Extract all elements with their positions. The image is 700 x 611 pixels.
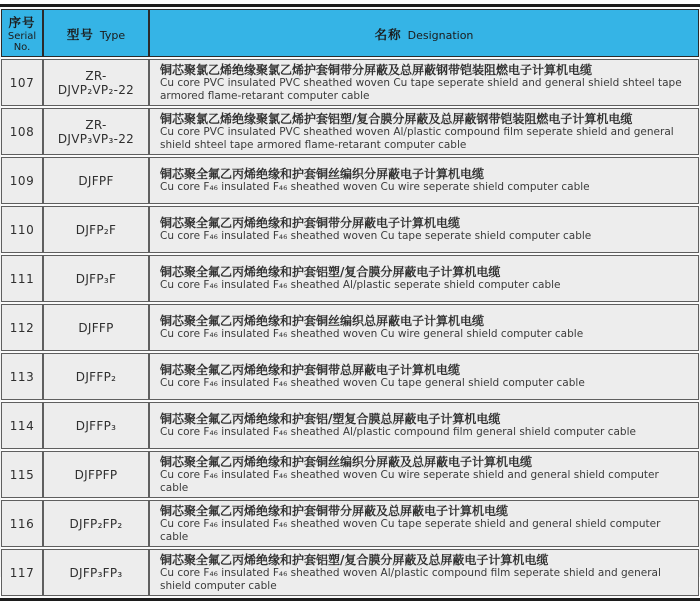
designation-en: Cu core F₄₆ insulated F₄₆ sheathed Al/plastic compound film general shield computer cable: [160, 426, 636, 439]
designation-en: Cu core PVC insulated PVC sheathed woven Al/plastic compound film seperate shield and general shield shteel tape armored flame-retarant computer cable: [160, 126, 674, 151]
col-header-type: [43, 9, 149, 57]
type-cell: DJFP₃FP₃: [43, 549, 149, 596]
designation-en: Cu core F₄₆ insulated F₄₆ sheathed woven Cu tape general shield computer cable: [160, 377, 585, 390]
designation-cell: [149, 549, 699, 596]
serial-header-en2: No.: [13, 42, 31, 53]
designation-en: Cu core PVC insulated PVC sheathed woven Cu tape seperate shield and general shield shteel tape armored flame-retarant computer cable: [160, 77, 682, 102]
designation-cell: [149, 402, 699, 449]
serial-cell: 109: [1, 157, 43, 204]
designation-en: Cu core F₄₆ insulated F₄₆ sheathed woven Cu wire seperate shield and general shield computer cable: [160, 469, 659, 494]
designation-zh: 铜芯聚全氟乙丙烯绝缘和护套铝塑/复合膜分屏蔽电子计算机电缆: [160, 265, 501, 280]
designation-en: Cu core F₄₆ insulated F₄₆ sheathed woven Cu tape seperate shield and general shield computer cable: [160, 518, 661, 543]
serial-cell: 116: [1, 500, 43, 547]
designation-zh: 铜芯聚全氟乙丙烯绝缘和护套铝塑/复合膜分屏蔽及总屏蔽电子计算机电缆: [160, 553, 549, 567]
serial-cell: 117: [1, 549, 43, 596]
designation-zh: 铜芯聚全氟乙丙烯绝缘和护套铜丝编织分屏蔽电子计算机电缆: [160, 167, 485, 182]
type-cell: ZR-DJVP₂VP₂-22: [43, 59, 149, 106]
designation-en: Cu core F₄₆ insulated F₄₆ sheathed woven Cu tape seperate shield computer cable: [160, 230, 592, 243]
cable-catalog-table: [1, 7, 699, 598]
table-row: [1, 157, 699, 204]
table-row: [1, 500, 699, 547]
type-cell: ZR-DJVP₃VP₃-22: [43, 108, 149, 155]
designation-en: Cu core F₄₆ insulated F₄₆ sheathed woven Cu wire general shield computer cable: [160, 328, 584, 341]
serial-cell: 111: [1, 255, 43, 302]
type-cell: DJFFP₃: [43, 402, 149, 449]
type-header-zh: 型号: [66, 26, 94, 42]
serial-header-zh: 序号: [8, 15, 36, 30]
designation-zh: 铜芯聚全氟乙丙烯绝缘和护套铜带分屏蔽电子计算机电缆: [160, 216, 461, 231]
designation-cell: [149, 451, 699, 498]
table-row: [1, 402, 699, 449]
designation-cell: [149, 206, 699, 253]
designation-cell: [149, 500, 699, 547]
designation-zh: 铜芯聚全氟乙丙烯绝缘和护套铜带总屏蔽电子计算机电缆: [160, 363, 461, 378]
designation-cell: [149, 353, 699, 400]
type-cell: DJFPFP: [43, 451, 149, 498]
designation-zh: 铜芯聚氯乙烯绝缘聚氯乙烯护套铜带分屏蔽及总屏蔽钢带铠装阻燃电子计算机电缆: [160, 63, 593, 77]
table-row: [1, 255, 699, 302]
designation-header-en: Designation: [407, 28, 474, 42]
designation-cell: [149, 157, 699, 204]
col-header-designation: [149, 9, 699, 57]
designation-en: Cu core F₄₆ insulated F₄₆ sheathed Al/plastic seperate shield computer cable: [160, 279, 561, 292]
serial-cell: 115: [1, 451, 43, 498]
designation-cell: [149, 108, 699, 155]
designation-zh: 铜芯聚全氟乙丙烯绝缘和护套铜带分屏蔽及总屏蔽电子计算机电缆: [160, 504, 509, 518]
designation-cell: [149, 59, 699, 106]
type-cell: DJFFP: [43, 304, 149, 351]
serial-cell: 113: [1, 353, 43, 400]
table-row: [1, 206, 699, 253]
table-row: [1, 549, 699, 596]
type-cell: DJFP₃F: [43, 255, 149, 302]
table-row: [1, 451, 699, 498]
type-header-en: Type: [99, 28, 126, 42]
serial-cell: 110: [1, 206, 43, 253]
type-cell: DJFP₂FP₂: [43, 500, 149, 547]
serial-cell: 114: [1, 402, 43, 449]
table-row: [1, 304, 699, 351]
designation-zh: 铜芯聚氯乙烯绝缘聚氯乙烯护套铝塑/复合膜分屏蔽及总屏蔽钢带铠装阻燃电子计算机电缆: [160, 112, 633, 126]
header-row: [1, 9, 699, 57]
serial-cell: 112: [1, 304, 43, 351]
table-row: [1, 59, 699, 106]
type-cell: DJFP₂F: [43, 206, 149, 253]
designation-zh: 铜芯聚全氟乙丙烯绝缘和护套铜丝编织总屏蔽电子计算机电缆: [160, 314, 485, 329]
serial-cell: 107: [1, 59, 43, 106]
type-cell: DJFFP₂: [43, 353, 149, 400]
designation-en: Cu core F₄₆ insulated F₄₆ sheathed woven Cu wire seperate shield computer cable: [160, 181, 590, 194]
col-header-serial: [1, 9, 43, 57]
designation-zh: 铜芯聚全氟乙丙烯绝缘和护套铜丝编织分屏蔽及总屏蔽电子计算机电缆: [160, 455, 533, 469]
designation-en: Cu core F₄₆ insulated F₄₆ sheathed woven Al/plastic compound film seperate shield and general shield computer cable: [160, 567, 661, 592]
designation-cell: [149, 255, 699, 302]
serial-header-en1: Serial: [7, 31, 37, 42]
serial-cell: 108: [1, 108, 43, 155]
table-row: [1, 353, 699, 400]
designation-cell: [149, 304, 699, 351]
table-row: [1, 108, 699, 155]
designation-zh: 铜芯聚全氟乙丙烯绝缘和护套铝/塑复合膜总屏蔽电子计算机电缆: [160, 412, 501, 427]
bottom-margin: [0, 601, 700, 611]
type-cell: DJFPF: [43, 157, 149, 204]
designation-header-zh: 名称: [374, 26, 402, 42]
